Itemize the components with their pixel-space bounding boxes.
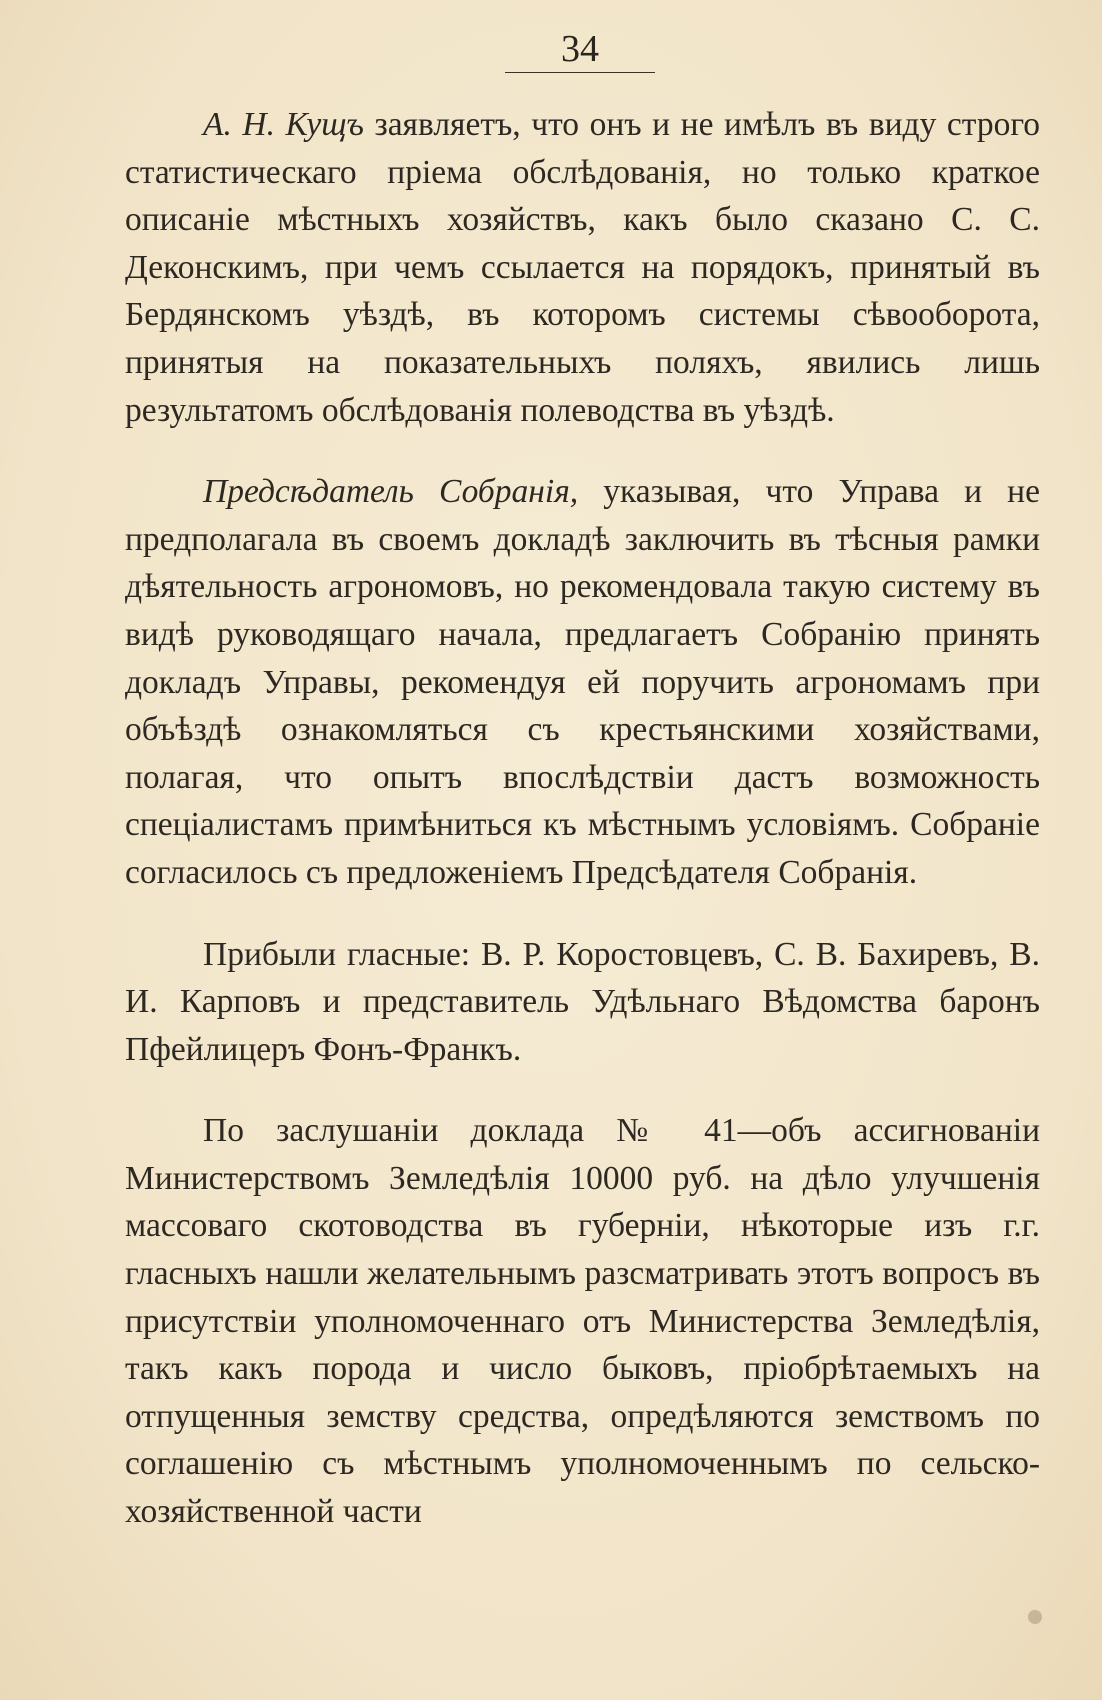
page-number: 34: [561, 28, 599, 70]
body-text: [125, 101, 1040, 1536]
speaker-name: Предсѣдатель Собранія,: [203, 473, 579, 511]
paragraph-report-41: [125, 1107, 1040, 1535]
paragraph-arrivals: [125, 931, 1040, 1074]
paragraph-kushch-statement: [125, 101, 1040, 434]
speaker-name: А. Н. Кущъ: [203, 106, 364, 143]
ink-spot: [1028, 1610, 1042, 1624]
header-rule: [505, 72, 655, 73]
paragraph-text: По заслушаніи доклада № 41—объ ассигнованіи Министерствомъ Земледѣлія 10000 руб. на дѣло улучшенія массоваго скотоводства въ губерніи, нѣкоторые изъ г.г. гласныхъ нашли желательнымъ разсматривать этотъ вопросъ въ присутствіи уполномоченнаго отъ Министерства Земледѣлія, такъ какъ порода и число быковъ, пріобрѣтаемыхъ на отпущенныя земству средства, опредѣляются земствомъ по соглашенію съ мѣстнымъ уполномоченнымъ по сельско-хозяйственной части: [125, 1112, 1040, 1531]
paragraph-chairman-proposal: [125, 468, 1040, 896]
paragraph-text: заявляетъ, что онъ и не имѣлъ въ виду строго статистическаго пріема обслѣдованія, но только краткое описаніе мѣстныхъ хозяйствъ, какъ было сказано С. С. Деконскимъ, при чемъ ссылается на порядокъ, принятый въ Бердянскомъ уѣздѣ, въ которомъ системы сѣвооборота, принятыя на показательныхъ поляхъ, явились лишь результатомъ обслѣдованія полеводства въ уѣздѣ.: [125, 106, 1040, 429]
paragraph-text: Прибыли гласные: В. Р. Коростовцевъ, С. В. Бахиревъ, В. И. Карповъ и представитель Удѣльнаго Вѣдомства баронъ Пфейлицеръ Фонъ-Франкъ.: [125, 935, 1040, 1068]
paragraph-text: указывая, что Управа и не предполагала въ своемъ докладѣ заключить въ тѣсныя рамки дѣятельность агрономовъ, но рекомендовала такую систему въ видѣ руководящаго начала, предлагаетъ Собранію принять докладъ Управы, рекомендуя ей поручить агрономамъ при объѣздѣ ознакомляться съ крестьянскими хозяйствами, полагая, что опытъ впослѣдствіи дастъ возможность спеціалистамъ примѣниться къ мѣстнымъ условіямъ. Собраніе согласилось съ предложеніемъ Предсѣдателя Собранія.: [125, 473, 1040, 891]
